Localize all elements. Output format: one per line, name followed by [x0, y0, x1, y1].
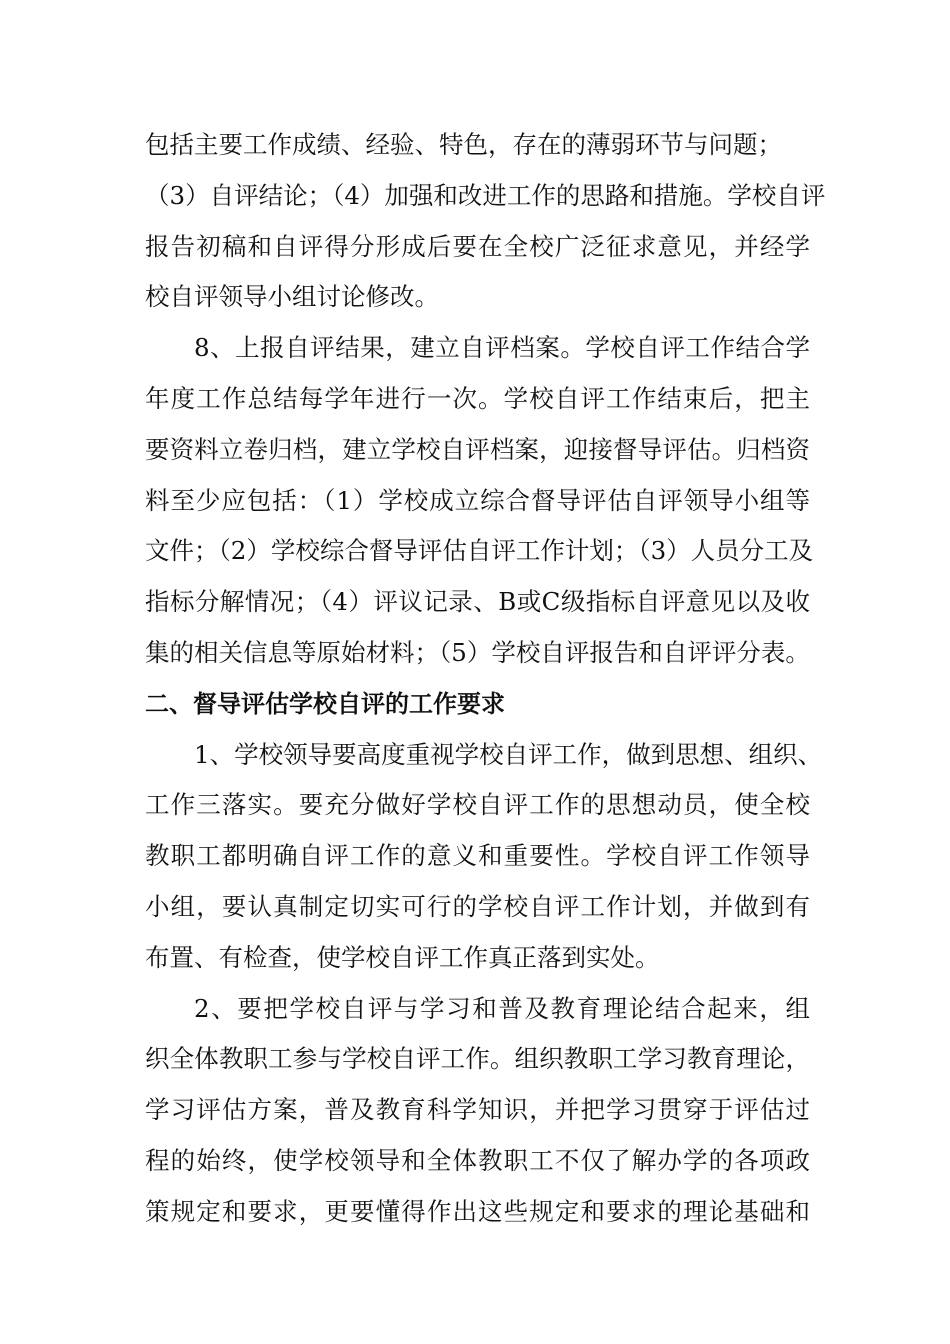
text-line: 工作三落实。要充分做好学校自评工作的思想动员，使全校 [145, 790, 810, 820]
text-line: 2、要把学校自评与学习和普及教育理论结合起来，组 [194, 993, 810, 1023]
text-line: 策规定和要求，更要懂得作出这些规定和要求的理论基础和 [145, 1196, 810, 1226]
text-line: 要资料立卷归档，建立学校自评档案，迎接督导评估。归档资 [145, 434, 810, 464]
text-line: 集的相关信息等原始材料；（5）学校自评报告和自评评分表。 [145, 637, 810, 667]
text-line: 织全体教职工参与学校自评工作。组织教职工学习教育理论， [145, 1044, 810, 1074]
text-line: 教职工都明确自评工作的意义和重要性。学校自评工作领导 [145, 841, 810, 871]
text-line: 文件；（2）学校综合督导评估自评工作计划；（3）人员分工及 [145, 536, 814, 566]
text-line: 校自评领导小组讨论修改。 [145, 282, 439, 312]
text-line: 包括主要工作成绩、经验、特色，存在的薄弱环节与问题； [145, 130, 782, 159]
text-line: （3）自评结论；（4）加强和改进工作的思路和措施。学校自评 [145, 180, 826, 210]
text-line: 小组，要认真制定切实可行的学校自评工作计划，并做到有 [145, 891, 810, 921]
text-line: 年度工作总结每学年进行一次。学校自评工作结束后，把主 [145, 383, 810, 413]
text-line: 学习评估方案，普及教育科学知识，并把学习贯穿于评估过 [145, 1095, 810, 1125]
section-heading: 二、督导评估学校自评的工作要求 [145, 689, 505, 718]
text-line: 报告初稿和自评得分形成后要在全校广泛征求意见，并经学 [145, 231, 810, 261]
text-line: 指标分解情况；（4）评议记录、B或C级指标自评意见以及收 [145, 587, 810, 617]
text-line: 程的始终，使学校领导和全体教职工不仅了解办学的各项政 [145, 1145, 810, 1175]
text-line: 8、上报自评结果，建立自评档案。学校自评工作结合学 [194, 333, 810, 363]
text-line: 料至少应包括：（1）学校成立综合督导评估自评领导小组等 [145, 485, 810, 515]
text-line: 1、学校领导要高度重视学校自评工作，做到思想、组织、 [194, 739, 823, 769]
document-page [145, 120, 826, 1238]
text-line: 布置、有检查，使学校自评工作真正落到实处。 [145, 942, 660, 972]
